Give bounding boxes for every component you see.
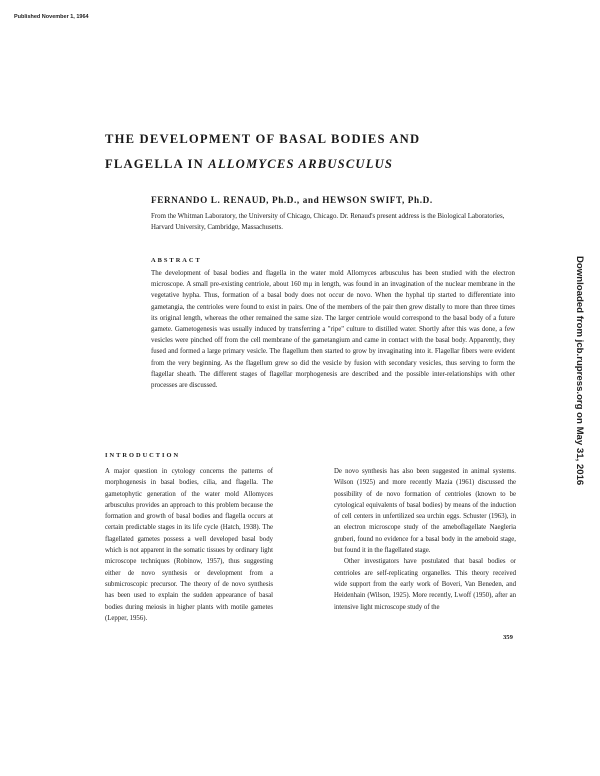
author-list: FERNANDO L. RENAUD, Ph.D., and HEWSON SWIFT, Ph.D. [151,195,433,205]
intro-paragraph-1: A major question in cytology concerns the patterns of morphogenesis in basal bodies, cilia, and flagella. The gametophytic generation of the water mold Allomyces arbusculus provides an approach to this problem because the formation and growth of basal bodies and flagella occurs at certain predictable stages in its life cycle (Hatch, 1938). The flagellated gametes possess a well developed basal body which is not apparent in the somatic tissues by ordinary light microscope techniques (Robinow, 1957), thus suggesting either de novo synthesis or development from a submicroscopic precursor. The theory of de novo synthesis has been used to explain the sudden appearance of basal bodies during meiosis in higher plants with motile gametes (Lepper, 1956). [105,468,273,622]
title-organism-name: ALLOMYCES ARBUSCULUS [208,157,394,171]
published-date-line: Published November 1, 1964 [14,14,89,20]
abstract-heading: ABSTRACT [151,257,202,264]
introduction-heading: INTRODUCTION [105,452,181,459]
introduction-right-column [334,466,516,613]
title-line-2 [105,152,525,177]
title-line-1: THE DEVELOPMENT OF BASAL BODIES AND [105,132,421,146]
download-watermark: Downloaded from jcb.rupress.org on May 31, 2016 [574,256,585,486]
abstract-text: The development of basal bodies and flagella in the water mold Allomyces arbusculus has been studied with the electron microscope. A small pre-existing centriole, about 160 mμ in length, was found in an invagination of the nuclear membrane in the vegetative hypha. Thus, formation of a basal body does not occur de novo. When the hyphal tip started to differentiate into gametangia, the centrioles were found to exist in pairs. One of the members of the pair then grew distally to more than three times its original length, whereas the other remained the same size. The larger centriole would correspond to the basal body of a future gamete. Gametogenesis was usually induced by transferring a "ripe" culture to distilled water. Shortly after this was done, a few vesicles were pinched off from the cell membrane of the gametangium and came in contact with the basal body. Apparently, they fused and formed a large primary vesicle. The flagellum then started to grow by invaginating into it. Flagellar fibers were evident from the very beginning. As the flagellum grew so did the vesicle by fusion with secondary vesicles, thus serving to form the flagellar sheath. The different stages of flagellar morphogenesis are described and the possible inter-relationships with other processes are discussed. [151,270,515,390]
intro-paragraph-3: Other investigators have postulated that basal bodies or centrioles are self-replicating organelles. This theory received wide support from the early work of Boveri, Van Beneden, and Heidenhain (Wilson, 1925). More recently, Lwoff (1950), after an intensive light microscope study of the [334,558,516,611]
intro-paragraph-2: De novo synthesis has also been suggested in animal systems. Wilson (1925) and more recently Mazia (1961) discussed the possibility of de novo formation of centrioles (known to be cytological equivalents of basal bodies) by means of the induction of cell centers in unfertilized sea urchin eggs. Schuster (1963), in an electron microscope study of the ameboflagellate Naegleria gruberi, found no evidence for a basal body in the ameboid stage, but found it in the flagellated stage. [334,468,516,555]
author-affiliation: From the Whitman Laboratory, the University of Chicago, Chicago. Dr. Renaud's present address is the Biological Laboratories, Harvard University, Cambridge, Massachusetts. [151,213,505,231]
article-title [105,127,525,177]
page-number: 359 [503,634,513,641]
introduction-left-column [105,466,273,624]
title-line-2-prefix: FLAGELLA IN [105,157,209,171]
